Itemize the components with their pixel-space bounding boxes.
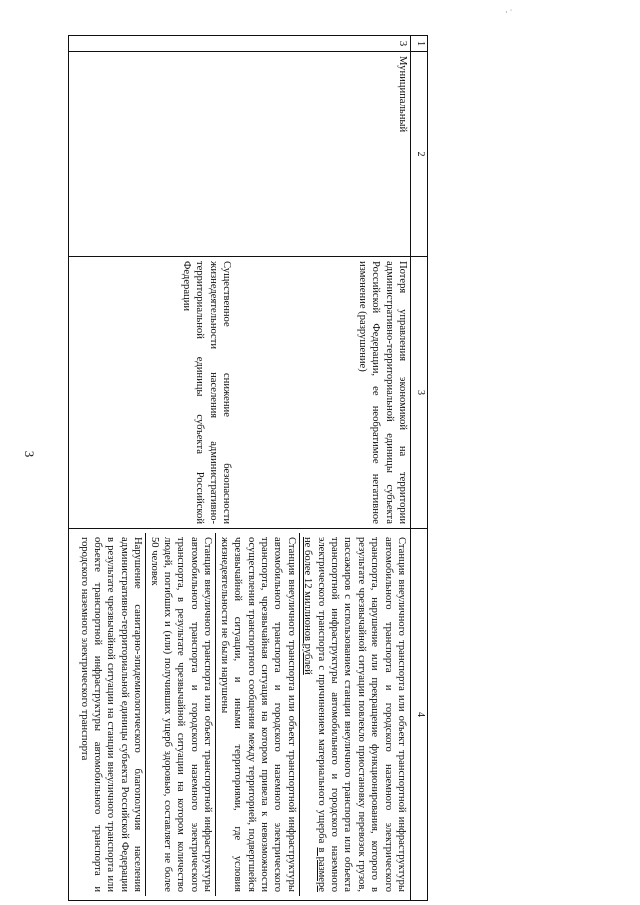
level-cell (69, 52, 411, 257)
header-col-4: 4 (411, 529, 428, 901)
scan-specks: · ˙ (505, 8, 513, 17)
rotated-table-container (68, 35, 428, 900)
consequences-cell (69, 529, 411, 901)
header-col-1: 1 (411, 36, 428, 52)
page-number: 3 (22, 450, 37, 458)
row-number: 3 (69, 36, 411, 52)
consequence-1: Станция внеуличного транспорта или объект транспортной инфраструктуры автомобильного транспорта и городского наземного электрического транспорта, нарушение или прекращение функционирования, которого в результате чрезвычайной ситуации повлекло приостановку перевозок грузов, пассажиров с использованием станции внеуличного транспорта или объекта транспортной инфраструктуры автомобильного и городского наземного электрического транспорта с причинением материального ущерба в размере не более 12 миллионов рублей (299, 533, 409, 896)
consequence-3: Станция внеуличного транспорта или объект транспортной инфраструктуры автомобильного транспорта и городского наземного электрического транспорта, в результате чрезвычайной ситуации на котором количество людей, погибших и (или) получивших ущерб здоровью, составляет не более 50 человек (145, 533, 215, 896)
level-label: Муниципальный (397, 56, 408, 133)
criterion-2: Существенное снижение безопасности жизнедеятельности населения административно-территориальной единицы субъекта Российской Федерации (180, 261, 232, 524)
criterion-1: Потеря управления экономикой на территории административно-территориальной единицы субъекта Российской Федерации, ее необратимое негативное изменение (разрушение) (356, 261, 408, 524)
consequence-1-threshold: в размере не более 12 миллионов рублей (302, 537, 327, 893)
consequence-2: Станция внеуличного транспорта или объект транспортной инфраструктуры автомобильного транспорта и городского наземного электрического транспорта, чрезвычайная ситуация на котором привела к невозможности осуществления транспортного сообщения между территорией, подвергшейся чрезвычайной ситуации, и иными территориями, где условия жизнедеятельности не были нарушены (215, 533, 298, 896)
criteria-table (68, 35, 428, 901)
header-col-3: 3 (411, 257, 428, 529)
header-col-2: 2 (411, 52, 428, 257)
criteria-cell (69, 257, 411, 529)
table-row (69, 36, 411, 901)
header-row (411, 36, 428, 901)
consequence-4: Нарушение санитарно-эпидемиологического благополучия населения административно-территориальной единицы субъекта Российской Федерации в результате чрезвычайной ситуации на станции внеуличного транспорта или объекте транспортной инфраструктуры автомобильного транспорта и городского наземного электрического транспорта (78, 537, 144, 892)
